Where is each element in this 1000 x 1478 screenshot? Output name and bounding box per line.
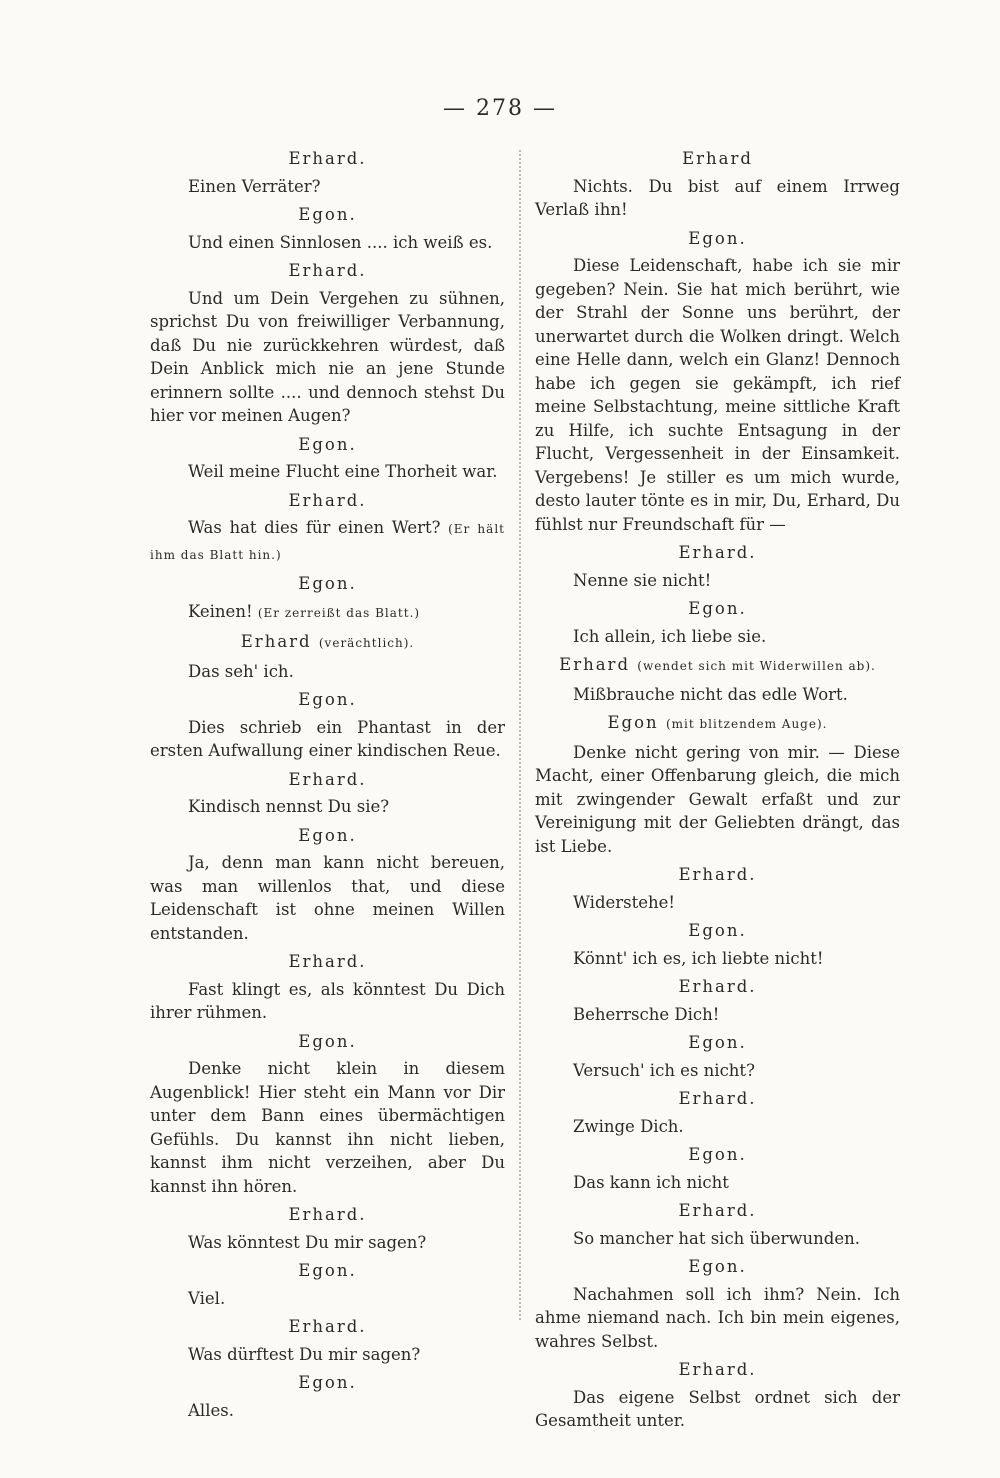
- dialogue-line: [150, 716, 505, 763]
- dialogue-text: Mißbrauche nicht das edle Wort.: [573, 684, 848, 704]
- speaker-label: Egon.: [298, 1031, 357, 1051]
- speaker-label: Erhard.: [288, 952, 367, 971]
- speaker-label: Erhard: [240, 632, 312, 651]
- dialogue-line: [150, 795, 505, 819]
- dialogue-line: [535, 891, 900, 915]
- speaker-name: [150, 572, 505, 596]
- speaker-label: Erhard.: [288, 490, 367, 510]
- speaker-name: [150, 259, 505, 283]
- stage-direction: (wendet sich mit Widerwillen ab).: [637, 659, 876, 673]
- dialogue-text: Versuch' ich es nicht?: [573, 1060, 755, 1080]
- speaker-label: Erhard.: [288, 1317, 367, 1336]
- speaker-name: [535, 1199, 900, 1223]
- speaker-label: Erhard.: [678, 865, 757, 884]
- speaker-name: [150, 489, 505, 513]
- speaker-name: [535, 1255, 900, 1279]
- speaker-label: Erhard.: [288, 149, 367, 168]
- dialogue-line: [535, 1115, 900, 1139]
- dialogue-line: [535, 1171, 900, 1195]
- dialogue-line: [150, 660, 505, 684]
- speaker-label: Erhard.: [288, 261, 367, 280]
- dialogue-text: Dies schrieb ein Phantast in der ersten Aufwallung einer kindischen Reue.: [150, 717, 505, 760]
- dialogue-text: Ich allein, ich liebe sie.: [573, 626, 767, 646]
- speaker-name: [535, 975, 900, 999]
- dialogue-text: Zwinge Dich.: [573, 1116, 684, 1136]
- speaker-label: Egon.: [688, 1257, 747, 1276]
- dialogue-text: Denke nicht gering von mir. — Diese Macht, einer Offenbarung gleich, die mich mit zwingender Gewalt erfaßt und zur Vereinigung mit der Geliebten drängt, das ist Liebe.: [535, 742, 900, 856]
- dialogue-line: [535, 947, 900, 971]
- dialogue-text: Alles.: [188, 1400, 234, 1420]
- dialogue-line: [150, 1399, 505, 1423]
- speaker-name: [150, 147, 505, 171]
- dialogue-text: So mancher hat sich überwunden.: [573, 1228, 860, 1248]
- dialogue-text: Widerstehe!: [573, 892, 676, 912]
- speaker-label: Egon.: [688, 1145, 747, 1164]
- dialogue-line: [535, 625, 900, 649]
- speaker-name: [535, 1358, 900, 1382]
- speaker-label: Egon.: [688, 228, 747, 248]
- dialogue-line: [535, 1283, 900, 1354]
- dialogue-line: [150, 978, 505, 1025]
- dialogue-text: Kindisch nennst Du sie?: [188, 797, 390, 816]
- dialogue-text: Diese Leidenschaft, habe ich sie mir gegeben? Nein. Sie hat mich berührt, wie der Strahl der Sonne uns berührt, der unerwartet durch die Wolken dringt. Welch eine Helle dann, welch ein Glanz! Dennoch habe ich gegen sie gekämpft, ich rief meine Selbstachtung, meine sittliche Kraft zu Hilfe, ich suchte Entsagung in der Flucht, Vergessenheit in der Einsamkeit. Vergebens! Je stiller es um mich wurde, desto lauter tönte es in mir, Du, Erhard, Du fühlst nur Freundschaft für —: [535, 256, 900, 534]
- dialogue-line: [150, 516, 505, 567]
- stage-direction: (verächtlich).: [318, 636, 415, 650]
- speaker-label: Erhard.: [678, 1360, 757, 1379]
- speaker-name: [535, 227, 900, 251]
- right-column: [535, 145, 900, 1438]
- dialogue-line: [150, 600, 505, 626]
- dialogue-line: [535, 683, 900, 707]
- speaker-name: [150, 1259, 505, 1283]
- left-column: [150, 145, 505, 1427]
- stage-direction: (Er zerreißt das Blatt.): [257, 605, 421, 620]
- speaker-name: [150, 203, 505, 227]
- dialogue-text: Fast klingt es, als könntest Du Dich ihrer rühmen.: [150, 979, 505, 1022]
- dialogue-text: Keinen!: [188, 601, 253, 621]
- speaker-label: Egon.: [298, 574, 357, 593]
- dialogue-line: [535, 1003, 900, 1027]
- speaker-label: Egon.: [298, 1373, 357, 1392]
- dialogue-line: [150, 231, 505, 255]
- dialogue-line: [150, 175, 505, 199]
- speaker-name: [535, 863, 900, 887]
- speaker-name: [535, 653, 900, 679]
- speaker-name: [150, 433, 505, 457]
- dialogue-line: [535, 741, 900, 859]
- speaker-label: Egon.: [688, 1033, 747, 1052]
- stage-direction: (mit blitzendem Auge).: [665, 717, 828, 731]
- speaker-name: [535, 1143, 900, 1167]
- column-divider: [519, 150, 523, 1320]
- dialogue-line: [535, 1386, 900, 1433]
- speaker-label: Egon.: [688, 599, 747, 618]
- dialogue-text: Das kann ich nicht: [573, 1172, 729, 1192]
- dialogue-line: [150, 1287, 505, 1311]
- speaker-name: [150, 688, 505, 712]
- dialogue-text: Nichts. Du bist auf einem Irrweg Verlaß ihn!: [535, 176, 900, 219]
- speaker-label: Egon.: [688, 921, 747, 940]
- speaker-label: Egon: [607, 713, 659, 732]
- dialogue-text: Was hat dies für einen Wert?: [188, 518, 441, 537]
- dialogue-line: [150, 851, 505, 945]
- speaker-name: [150, 1371, 505, 1395]
- speaker-name: [150, 1203, 505, 1227]
- dialogue-text: Nachahmen soll ich ihm? Nein. Ich ahme niemand nach. Ich bin mein eigenes, wahres Selbst.: [535, 1284, 900, 1351]
- dialogue-line: [535, 1059, 900, 1083]
- speaker-name: [150, 630, 505, 656]
- speaker-name: [535, 1087, 900, 1111]
- dialogue-text: Ja, denn man kann nicht bereuen, was man willenlos that, und diese Leidenschaft ist ohne meinen Willen entstanden.: [150, 853, 505, 943]
- speaker-label: Erhard: [682, 149, 753, 168]
- speaker-label: Erhard: [559, 655, 631, 674]
- dialogue-line: [150, 1231, 505, 1255]
- dialogue-line: [150, 287, 505, 428]
- dialogue-text: Was könntest Du mir sagen?: [188, 1232, 427, 1252]
- dialogue-line: [535, 1227, 900, 1251]
- speaker-label: Erhard.: [678, 977, 757, 996]
- stage-direction: (Er hält ihm das Blatt hin.): [150, 522, 505, 562]
- speaker-name: [535, 541, 900, 565]
- dialogue-text: Das seh' ich.: [188, 661, 294, 681]
- speaker-name: [535, 919, 900, 943]
- speaker-name: [535, 1031, 900, 1055]
- speaker-name: [150, 1030, 505, 1054]
- speaker-name: [535, 711, 900, 737]
- dialogue-text: Das eigene Selbst ordnet sich der Gesamtheit unter.: [535, 1387, 900, 1430]
- speaker-label: Erhard.: [288, 1205, 367, 1224]
- dialogue-text: Und einen Sinnlosen .... ich weiß es.: [188, 232, 493, 252]
- speaker-label: Erhard.: [678, 543, 757, 562]
- dialogue-line: [150, 460, 505, 484]
- speaker-name: [150, 768, 505, 792]
- dialogue-text: Nenne sie nicht!: [573, 570, 712, 590]
- dialogue-text: Einen Verräter?: [188, 176, 321, 196]
- dialogue-text: Könnt' ich es, ich liebte nicht!: [573, 948, 824, 968]
- dialogue-text: Beherrsche Dich!: [573, 1004, 720, 1024]
- dialogue-line: [150, 1057, 505, 1198]
- dialogue-text: Viel.: [188, 1288, 226, 1308]
- speaker-label: Egon.: [298, 434, 357, 454]
- speaker-name: [150, 1315, 505, 1339]
- speaker-label: Erhard.: [678, 1089, 757, 1108]
- speaker-name: [535, 597, 900, 621]
- dialogue-text: Und um Dein Vergehen zu sühnen, sprichst Du von freiwilliger Verbannung, daß Du nie zurückkehren würdest, daß Dein Anblick mich nie an jene Stunde erinnern sollte .... und dennoch stehst Du hier vor meinen Augen?: [150, 288, 505, 425]
- speaker-name: [150, 950, 505, 974]
- speaker-name: [150, 824, 505, 848]
- dialogue-text: Weil meine Flucht eine Thorheit war.: [188, 462, 498, 481]
- speaker-label: Egon.: [298, 1261, 357, 1280]
- speaker-label: Erhard.: [678, 1201, 757, 1220]
- speaker-name: [535, 147, 900, 171]
- dialogue-line: [535, 569, 900, 593]
- speaker-label: Erhard.: [288, 769, 367, 789]
- dialogue-text: Was dürftest Du mir sagen?: [188, 1344, 421, 1364]
- dialogue-line: [535, 254, 900, 536]
- page-number: — 278 —: [443, 96, 557, 121]
- speaker-label: Egon.: [298, 825, 357, 845]
- speaker-label: Egon.: [298, 690, 357, 709]
- speaker-label: Egon.: [298, 205, 357, 224]
- dialogue-line: [535, 175, 900, 222]
- dialogue-text: Denke nicht klein in diesem Augenblick! Hier steht ein Mann vor Dir unter dem Bann eines übermächtigen Gefühls. Du kannst ihn nicht lieben, kannst ihm nicht verzeihen, aber Du kannst ihn hören.: [150, 1059, 505, 1196]
- dialogue-line: [150, 1343, 505, 1367]
